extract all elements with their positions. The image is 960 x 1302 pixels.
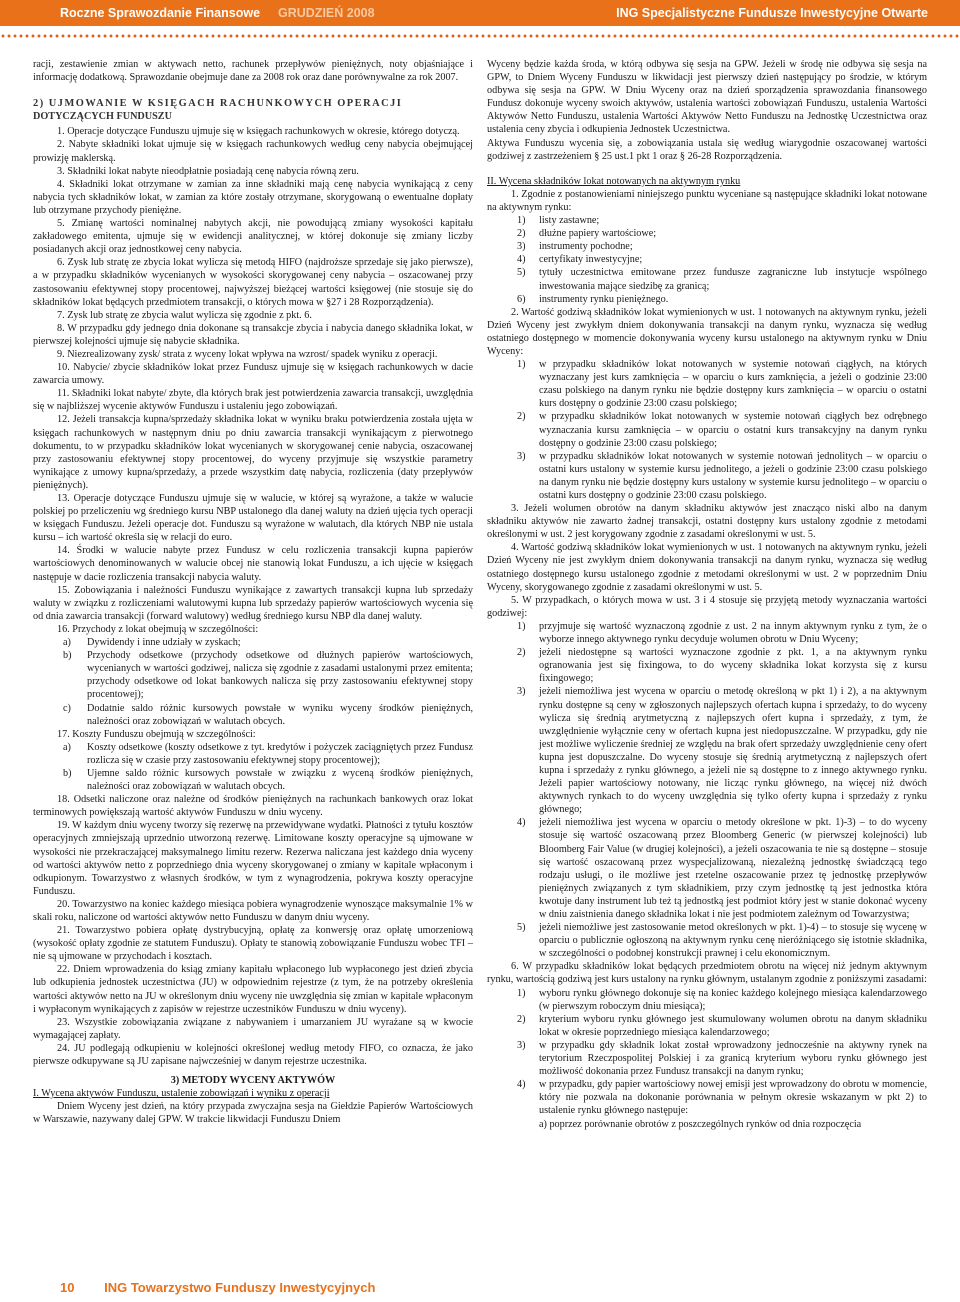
list-item: 5) jeżeli niemożliwe jest zastosowanie metod określonych w pkt. 1)-4) – to stosuje się wycenę w oparciu o publicznie ogłoszoną na aktywnym rynku cenę nieróżniącego się istotnie składnika, w szczególności o podobnej konstrukcji prawnej i celu ekonomicznym.: [517, 922, 927, 960]
list-item: 4) jeżeli niemożliwa jest wycena w oparciu o metody określone w pkt. 1)-3) – to do wyceny stosuje się wartość oszacowaną przez Bloomberg Generic (w pierwszej kolejności) lub Bloomberg Fair Value (w drugiej kolejności), a jeżeli oszacowania te nie są dostępne – stosuje się wartość oszacowaną przez wyspecjalizowaną, niezależną jednostkę świadczącą tego rodzaju usługi, o ile możliwe jest rzetelne oszacowanie przez tę jednostkę przepływów pieniężnych związanych z tym składnikiem, przy czym jednostkę tą jest jednostka która kwotuje dany instrument lub też tą jednostką jest podmiot który jest w stanie dokonać wyceny w dniu zaistnienia danego składnika lokat i nie jest podmiotem zależnym od Towarzystwa;: [517, 817, 927, 920]
paragraph: 13. Operacje dotyczące Funduszu ujmuje się w walucie, w której są wyrażone, a także w walucie polskiej po przeliczeniu wg średniego kursu NBP ustalonego dla danej waluty na dzień ujęcia tych operacji w księgach Funduszu. Jeżeli operacje dot. Funduszu są wyrażone w walutach, dla których NBP nie ustala kursu – ich wartość określa się w relacji do euro.: [33, 493, 473, 544]
paragraph: 6. W przypadku składników lokat będących przedmiotem obrotu na więcej niż jednym aktywnym rynku, wartością godziwą jest kurs ustalony na rynku głównym, ustalanym zgodnie z poniższymi zasadami:: [487, 961, 927, 986]
list-item: 3) instrumenty pochodne;: [517, 241, 633, 253]
dotted-divider: [0, 33, 960, 39]
list-item: 4) certyfikaty inwestycyjne;: [517, 254, 643, 266]
list-item: 2) w przypadku składników lokat notowanych w systemie notowań ciągłych bez odrębnego wyznaczania kursu zamknięcia – w oparciu o ostatni kurs transakcyjny na danym rynku dostępny o godzinie 23:00 czasu polskiego;: [517, 411, 927, 449]
paragraph: 6. Zysk lub stratę ze zbycia lokat wylicza się metodą HIFO (najdroższe sprzedaje się jako pierwsze), a w przypadku składników wycenianych w wysokości skorygowanej ceny nabycia – oszacowanej przy zastosowaniu efektywnej stopy procentowej, najwyższej bieżącej wartości księgowej (nie stosuje się do składników lokat będących przedmiotem transakcji, o których mowa w §27 i 28 Rozporządzenia).: [33, 257, 473, 308]
page-footer: [60, 1280, 375, 1295]
paragraph: 20. Towarzystwo na koniec każdego miesiąca pobiera wynagrodzenie wynoszące maksymalnie 1% w skali roku, naliczone od wartości aktywów netto Funduszu w danym dniu wyceny.: [33, 898, 473, 923]
paragraph: 1. Zgodnie z postanowieniami niniejszego punktu wyceniane są następujące składniki lokat notowane na aktywnym rynku:: [487, 188, 927, 213]
paragraph: 19. W każdym dniu wyceny tworzy się rezerwę na przewidywane wydatki. Płatności z tytułu kosztów operacyjnych zmniejszają uprzednio utworzoną rezerwę. Limitowane koszty operacyjne są ujmowane w wysokości nie przekraczającej maksymalnego limitu rezerw. Rezerwa naliczana jest każdego dnia wyceny od wartości aktywów netto z poprzedniego dnia wyceny skorygowanej o zmiany w kapitale wpłaconym i odkupionym. Towarzystwo z własnych środków, w tym z wynagrodzenia, pokrywa koszty operacyjne Funduszu.: [33, 820, 473, 897]
paragraph: 14. Środki w walucie nabyte przez Fundusz w celu rozliczenia transakcji kupna papierów wartościowych denominowanych w walucie obcej nie stanowią lokat Funduszu, a ich ujęcie w księgach następuje w dacie rozliczenia transakcji nabycia waluty.: [33, 545, 473, 583]
paragraph: 11. Składniki lokat nabyte/ zbyte, dla których brak jest potwierdzenia zawarcia transakcji, uwzględnia się w najbliższej wycenie aktywów Funduszu i ustaleniu jego zobowiązań.: [33, 388, 473, 413]
paragraph: 4. Wartość godziwą składników lokat wymienionych w ust. 1 notowanych na aktywnym rynku, jeżeli Dzień Wyceny nie jest zwykłym dniem dokonywania transakcji na danym rynku, wyznacza się według ostatniego dostępnego kursu ustalonego zgodnie z metodami określonymi w ust. 2 w poprzednim Dniu Wyceny, skorygowanego zgodnie z zasadami określonymi w ust. 5.: [487, 542, 927, 593]
paragraph: 5. W przypadkach, o których mowa w ust. 3 i 4 stosuje się przyjętą metody wyznaczania wartości godziwej:: [487, 594, 927, 619]
list-item: 3) jeżeli niemożliwa jest wycena w oparciu o metodę określoną w pkt 1) i 2), a na aktywnym rynku dostępne są ceny w zgłoszonych najlepszych ofertach kupna i sprzedaży, to do wyceny wylicza się średnią arytmetyczną z najlepszych ofert kupna i sprzedaży, z tym, że uwzględnienie wyłącznie ceny w ofertach kupna jest niedopuszczalne. W przypadku, gdy nie jest możliwe wyliczenie średniej ze względu na brak ofert sprzedaży uwzględnienie ceny ofert kupna jest dopuszczalne. Do wyceny stosuje się średnią arytmetyczną z najlepszych ofert kupna i sprzedaży z rynku głównego, a jeżeli nie są dostępne to z innego aktywnego rynku. Jeżeli papier wartościowy notowany, nie licząc rynku głównego, na więcej niż dwóch aktywnych rynkach to do wyceny uwzględnia się tylko oferty kupna i sprzedaży z rynku głównego;: [517, 686, 927, 816]
list-item: 1) listy zastawne;: [517, 215, 600, 227]
paragraph: 1. Operacje dotyczące Funduszu ujmuje się w księgach rachunkowych w okresie, którego dotyczą.: [57, 126, 460, 138]
section-heading: 2) UJMOWANIE W KSIĘGACH RACHUNKOWYCH OPERACJI: [33, 98, 403, 110]
section-heading: 3) METODY WYCENY AKTYWÓW: [170, 1075, 336, 1087]
paragraph: 17. Koszty Funduszu obejmują w szczególności:: [57, 728, 256, 740]
list-item: 5) tytuły uczestnictwa emitowane przez fundusze zagraniczne lub instytucje wspólnego inwestowania mające siedzibę za granicą;: [517, 267, 927, 292]
header-date: GRUDZIEŃ 2008: [278, 6, 375, 20]
paragraph: 5. Zmianę wartości nominalnej nabytych akcji, nie powodującą zmiany wysokości kapitału zakładowego emitenta, ujmuje się w ewidencji analitycznej, w której dokonuje się zmiany liczby posiadanych akcji oraz jednostkowej ceny nabycia.: [33, 218, 473, 256]
list-item: 2) jeżeli niedostępne są wartości wyznaczone zgodnie z pkt. 1, a na aktywnym rynku ogranowania jest się fixingowa, to do wyceny składnika lokat korzysta się z kursu fixingowego;: [517, 647, 927, 685]
paragraph: 8. W przypadku gdy jednego dnia dokonane są transakcje zbycia i nabycia danego składnika lokat, w pierwszej kolejności ujmuje się nabycie składnika.: [33, 322, 473, 347]
list-item: 2) kryterium wyboru rynku głównego jest skumulowany wolumen obrotu na danym składniku lokat w okresie poprzedniego miesiąca kalendarzowego;: [517, 1013, 927, 1038]
header-bar: [0, 0, 960, 26]
header-report-title: Roczne Sprawozdanie Finansowe: [60, 6, 261, 20]
paragraph: 16. Przychody z lokat obejmują w szczególności:: [57, 623, 259, 635]
paragraph: racji, zestawienie zmian w aktywach netto, rachunek przepływów pieniężnych, noty objaśniające i informację dodatkową. Sprawozdanie obejmuje dane za 2008 rok oraz dane porównywalne za rok 2007.: [33, 59, 473, 84]
list-item: 6) instrumenty rynku pieniężnego.: [517, 293, 669, 305]
list-item: 2) dłużne papiery wartościowe;: [517, 228, 657, 240]
paragraph: Wyceny będzie każda środa, w którą odbywa się sesja na GPW. Jeżeli w środę nie odbywa się sesja na GPW, to Dniem Wyceny Funduszu w likwidacji jest pierwszy dzień następujący po środzie, w którym odbywa się sesja na GPW. W Dniu Wyceny oraz na dzień sporządzenia sprawozdania finansowego Fundusz dokonuje wyceny swoich aktywów, ustalenia wartości zobowiązań Funduszu, ustalenia Wartości Aktywów Netto Funduszu, ustalenia Wartości Aktywów Netto Funduszu na Jednostkę Uczestnictwa oraz ustalenia ceny zbycia i odkupienia Jednostek Uczestnictwa.: [487, 59, 927, 136]
list-item: c) Dodatnie saldo różnic kursowych powstałe w wyniku wyceny środków pieniężnych, należności oraz zobowiązań w walutach obcych.: [63, 702, 473, 727]
list-item: a) Koszty odsetkowe (koszty odsetkowe z tyt. kredytów i pożyczek zaciągniętych przez Fundusz rozlicza się w czasie przy zastosowaniu efektywnej stopy procentowej);: [63, 741, 473, 766]
list-item: a) Dywidendy i inne udziały w zyskach;: [63, 637, 241, 649]
right-column: [487, 58, 927, 1131]
list-item: 3) w przypadku składników lokat notowanych w systemie notowań jednolitych – w oparciu o ostatni kurs ustalony w systemie kursu jednolitego, a jeżeli o godzinie 23:00 czasu polskiego na danym rynku nie będzie dostępny kurs ustalony w systemie kursu jednolitego – w oparciu o ostatni kurs dostępny o godzinie 23:00 czasu polskiego.: [517, 450, 927, 501]
page-number: 10: [60, 1280, 75, 1295]
paragraph: Dniem Wyceny jest dzień, na który przypada zwyczajna sesja na Giełdzie Papierów Wartościowych w Warszawie, nazywany dalej GPW. W trakcie likwidacji Funduszu Dniem: [33, 1101, 473, 1126]
paragraph: 2. Wartość godziwą składników lokat wymienionych w ust. 1 notowanych na aktywnym rynku, jeżeli Dzień Wyceny jest zwykłym dniem dokonywania transakcji na danym rynku, wyznacza się według ostatniego dostępnego w momencie dokonywania wyceny kursu ustalonego na aktywnym rynku w Dniu Wyceny:: [487, 306, 927, 357]
header-fund-name: ING Specjalistyczne Fundusze Inwestycyjne Otwarte: [616, 6, 928, 20]
list-subitem: a) poprzez porównanie obrotów z poszczególnych rynków od dnia rozpoczęcia: [539, 1118, 862, 1130]
paragraph: 3. Jeżeli wolumen obrotów na danym składniku aktywów jest znacząco niski albo na danym składniku aktywów nie zawarto żadnej transakcji, ostatni dostępny kurs ustalony zgodnie z metodami określonymi w ust. 2 jest korygowany zgodnie z zasadami określonymi w ust. 5.: [487, 503, 927, 541]
paragraph: 9. Niezrealizowany zysk/ strata z wyceny lokat wpływa na wzrost/ spadek wyniku z operacji.: [57, 348, 438, 360]
paragraph: 23. Wszystkie zobowiązania związane z nabywaniem i umarzaniem JU wyrażane są w kwocie wymagającej zapłaty.: [33, 1016, 473, 1041]
list-item: 3) w przypadku gdy składnik lokat został wprowadzony jednocześnie na aktywny rynek na terytorium Rzeczpospolitej Polskiej i za granicą kryterium wyboru rynku głównego jest możliwość dokonania przez Fundusz transakcji na danym rynku;: [517, 1039, 927, 1078]
left-column: [33, 58, 473, 1127]
list-item: b) Ujemne saldo różnic kursowych powstałe w związku z wyceną środków pieniężnych, należności oraz zobowiązań w walutach obcych.: [63, 767, 473, 793]
paragraph: Aktywa Funduszu wycenia się, a zobowiązania ustala się według wiarygodnie oszacowanej wartości godziwej z zastrzeżeniem § 25 ust.1 pkt 1 oraz § 26-28 Rozporządzenia.: [487, 137, 927, 162]
paragraph: 2. Nabyte składniki lokat ujmuje się w księgach rachunkowych według ceny nabycia obejmującej prowizję maklerską.: [33, 139, 473, 164]
paragraph: 18. Odsetki naliczone oraz należne od środków pieniężnych na rachunkach bankowych oraz lokat terminowych powiększają wartość aktywów Funduszu w dniu wyceny.: [33, 794, 473, 819]
list-item: 1) w przypadku składników lokat notowanych w systemie notowań ciągłych, na których wyznaczany jest kurs zamknięcia – w oparciu o kurs zamknięcia, a jeżeli o godzinie 23:00 czasu polskiego na danym rynku nie będzie dostępny kurs zamknięcia – w oparciu o ostatni kurs dostępny o godzinie 23:00 czasu polskiego;: [517, 359, 927, 410]
paragraph: 15. Zobowiązania i należności Funduszu wynikające z zawartych transakcji kupna lub sprzedaży waluty w związku z rozliczeniami walutowymi kupna lub sprzedaży papierów wartościowych wycenia się od dnia zawarcia transakcji (forward walutowy) według średniego kursu NBP dla danej waluty.: [33, 584, 473, 622]
list-item: b) Przychody odsetkowe (przychody odsetkowe od dłużnych papierów wartościowych, wycenianych w wartości godziwej, nalicza się zgodnie z zasadami ustalonymi przez emitenta; przychody odsetkowe od lokat bankowych nalicza się przy zastosowaniu efektywnej stopy procentowej);: [63, 650, 473, 701]
list-item: 1) przyjmuje się wartość wyznaczoną zgodnie z ust. 2 na innym aktywnym rynku z tym, że o wyborze innego aktywnego rynku decyduje wolumen obrotu w Dniu Wyceny;: [517, 620, 927, 646]
subsection-heading: I. Wycena aktywów Funduszu, ustalenie zobowiązań i wyniku z operacji: [33, 1088, 330, 1100]
subsection-heading: II. Wycena składników lokat notowanych na aktywnym rynku: [487, 175, 741, 187]
paragraph: 3. Składniki lokat nabyte nieodpłatnie posiadają cenę nabycia równą zeru.: [57, 165, 359, 177]
footer-company: ING Towarzystwo Funduszy Inwestycyjnych: [104, 1280, 376, 1295]
list-item: 1) wyboru rynku głównego dokonuje się na koniec każdego kolejnego miesiąca kalendarzowego (w pierwszym roboczym dniu miesiąca);: [517, 987, 927, 1012]
list-item: 4) w przypadku, gdy papier wartościowy nowej emisji jest wprowadzony do obrotu w momencie, który nie pozwala na dokonanie porównania w pełnym okresie wskazanym w pkt 2) to ustalenie rynku głównego następuje:: [517, 1079, 927, 1117]
paragraph: 10. Nabycie/ zbycie składników lokat przez Fundusz ujmuje się w księgach rachunkowych w dacie zawarcia umowy.: [33, 362, 473, 387]
paragraph: 12. Jeżeli transakcja kupna/sprzedaży składnika lokat w wyniku braku potwierdzenia została ujęta w księgach rachunkowych w następnym dniu po dniu zawarcia transakcji wynikającym z pierwotnego dokumentu, to w przypadku składników lokat wycenianych w skorygowanej cenie nabycia, oszacowanej przy zastosowaniu efektywnej stopy procentowej, do wyceny przyjmuje się wszystkie parametry wynikające z umowy kupna/sprzedaży, a przede wszystkim datę nabycia, rozliczenia (daty przepływów pieniężnych).: [33, 414, 473, 491]
paragraph: 21. Towarzystwo pobiera opłatę dystrybucyjną, opłatę za konwersję oraz opłatę umorzeniową (wysokość opłaty zgodnie ze statutem Funduszu). Opłaty te stanowią zobowiązanie Funduszu wobec TFI – nie są ujmowane w przychodach i kosztach.: [33, 925, 473, 963]
paragraph: 24. JU podlegają odkupieniu w kolejności określonej według metody FIFO, co oznacza, że jako pierwsze odkupywane są JU zapisane najwcześniej w danym rejestrze uczestnika.: [33, 1042, 473, 1068]
paragraph: 22. Dniem wprowadzenia do ksiąg zmiany kapitału wpłaconego lub wypłaconego jest dzień zbycia lub odkupienia jednostek uczestnictwa (JU) w odpowiednim rejestrze (z tym, że na potrzeby określenia wartości aktywów netto na JU w określonym dniu wyceny nie uwzględnia się zmian w kapitale wpłaconym i wypłaconym wynikających z zapisów w rejestrze uczestników Funduszu w dniu wyceny).: [33, 964, 473, 1015]
paragraph: 4. Składniki lokat otrzymane w zamian za inne składniki mają cenę nabycia wynikającą z ceny nabycia tych składników lokat, w zamian za które zostały otrzymane, skorygowaną o ewentualne dopłaty lub otrzymane przychody pieniężne.: [33, 178, 473, 216]
paragraph: 7. Zysk lub stratę ze zbycia walut wylicza się zgodnie z pkt. 6.: [57, 309, 312, 321]
section-heading-cont: DOTYCZĄCYCH FUNDUSZU: [33, 111, 172, 123]
